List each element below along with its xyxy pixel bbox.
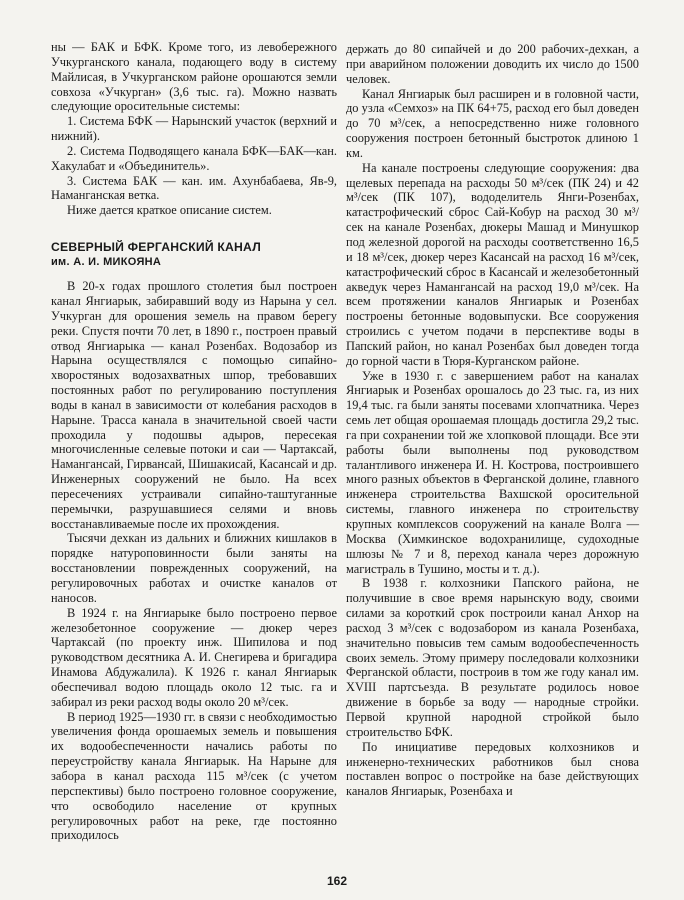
system-list-item: 2. Система Подводящего канала БФК—БАК—кан. Хакулабат и «Объединитель». — [51, 143, 337, 173]
system-list-item: 3. Система БАК — кан. им. Ахунбабаева, Яв-9, Наманганская ветка. — [51, 173, 337, 203]
body-paragraph: Уже в 1930 г. с завершением работ на каналах Янгиарык и Розенбах орошалось до 23 тыс. га, из них 19,4 тыс. га были заняты посевами хлопчатника. Через семь лет общая орошаемая площадь достигла 29,2 тыс. га при сохранении той же хлопковой площади. Все эти работы были выполнены под руководством талантливого инженера И. Н. Кострова, построившего много разных объектов в Ферганской долине, главного инженера строительства Вахшской оросительной системы, главного инженера по строительству крупных комплексов сооружений на канале Волга — Москва (Химкинское водохранилище, судоходные шлюзы № 7 и 8, переход канала через дорожную магистраль в Тушино, мосты и т. д.). — [346, 368, 639, 576]
left-column — [51, 40, 337, 843]
body-paragraph: В период 1925—1930 гг. в связи с необходимостью увеличения фонда орошаемых земель и повышения их водообеспеченности начались работы по переустройству канала Янгиарык. На Нарыне для забора в канал расхода 115 м³/сек (с учетом перспективы) было построено головное сооружение, что освободило население от крупных регулировочных работ на реке, где постоянно приходилось — [51, 709, 337, 843]
right-column — [346, 42, 639, 799]
body-paragraph: На канале построены следующие сооружения: два щелевых перепада на расходы 50 м³/сек (ПК 24) и 42 м³/сек (ПК 107), вододелитель Янги-Розенбах, катастрофический сброс Сай-Кобур на расход 30 м³/сек на канале Розенбах, дюкеры Машад и Минушкор под железной дорогой на расходы соответственно 16,5 и 18 м³/сек, дюкер через Касансай на расход 16 м³/сек, катастрофический сброс в Касансай и железобетонный акведук через Намангансай на расход 19,0 м³/сек. На всем протяжении каналов Янгиарык и Розенбах построены бетонные водовыпуски. Все сооружения строились с учетом подачи в перспективе воды в Папский район, но канал Розенбах был доведен тогда до горной части в Тюря-Курганском районе. — [346, 160, 639, 368]
page-number: 162 — [327, 874, 348, 888]
body-paragraph: По инициативе передовых колхозников и инженерно-технических работников был снова поставлен вопрос о постройке на базе действующих каналов Янгиарык, Розенбаха и — [346, 739, 639, 799]
section-heading: СЕВЕРНЫЙ ФЕРГАНСКИЙ КАНАЛ — [51, 240, 261, 255]
body-paragraph: держать до 80 сипайчей и до 200 рабочих-дехкан, а при аварийном положении доводить их число до 1500 человек. — [346, 42, 639, 86]
after-list-paragraph: Ниже дается краткое описание систем. — [67, 203, 272, 218]
system-list-item: 1. Система БФК — Нарынский участок (верхний и нижний). — [51, 114, 337, 144]
body-paragraph: Канал Янгиарык был расширен и в головной части, до узла «Семхоз» на ПК 64+75, расход его был доведен до 70 м³/сек, а непосредственно ниже головного сооружения построен бетонный быстроток длиною 1 км. — [346, 86, 639, 160]
body-paragraph: В 1924 г. на Янгиарыке было построено первое железобетонное сооружение — дюкер через Чартаксай (по проекту инж. Шипилова и под руководством десятника А. И. Снегирева и бригадира Инамова Абдужалила). К 1926 г. канал Янгиарык обеспечивал водою площадь около 12 тыс. га и забирал из реки расход воды около 20 м³/сек. — [51, 605, 337, 709]
body-paragraph: Тысячи дехкан из дальних и ближних кишлаков в порядке натуроповинности были заняты на восстановлении поврежденных сооружений, на регулировочных работах и очистке каналов от наносов. — [51, 531, 337, 605]
body-paragraph: В 20-х годах прошлого столетия был построен канал Янгиарык, забиравший воду из Нарына у сел. Учкурган для орошения земель на правом берегу реки. Спустя почти 70 лет, в 1890 г., построен правый отвод Янгиарыка — канал Розенбах. Водозабор из Нарына осуществлялся с помощью сипайно-хворостяных водозахватных шпор, требовавших постоянных работ по регулированию поступления воды в канал в зависимости от колебания расходов в Нарыне. Трасса канала в значительной своей части проходила у подошвы адыров, пересекая многочисленные селевые потоки и саи — Чартаксай, Намангансай, Гирвансай, Шишакисай, Касансай и др. Инженерных сооружений не было. На всех пересечениях устраивали сипайно-таштуганные перемычки, разрушавшиеся селями и вновь восстанавливаемые после их прохождения. — [51, 279, 337, 531]
body-paragraph: В 1938 г. колхозники Папского района, не получившие в свое время нарынскую воду, своими силами за короткий срок построили канал Анхор на расход 3 м³/сек с водозабором из канала Розенбаха, значительно повысив тем самым водообеспеченность своих земель. Этому примеру последовали колхозники Ферганской области, построив в том же году канал им. XVIII партсъезда. В результате родилось новое движение в борьбе за воду — народные стройки. Первой крупной народной стройкой было строительство БФК. — [346, 576, 639, 739]
intro-paragraph: ны — БАК и БФК. Кроме того, из левобережного Учкурганского канала, подающего воду в систему Майлисая, в Учкурганском районе орошаются земли совхоза «Учкурган» (3,6 тыс. га). Можно назвать следующие оросительные системы: — [51, 40, 337, 114]
section-subheading: им. А. И. МИКОЯНА — [51, 256, 162, 269]
